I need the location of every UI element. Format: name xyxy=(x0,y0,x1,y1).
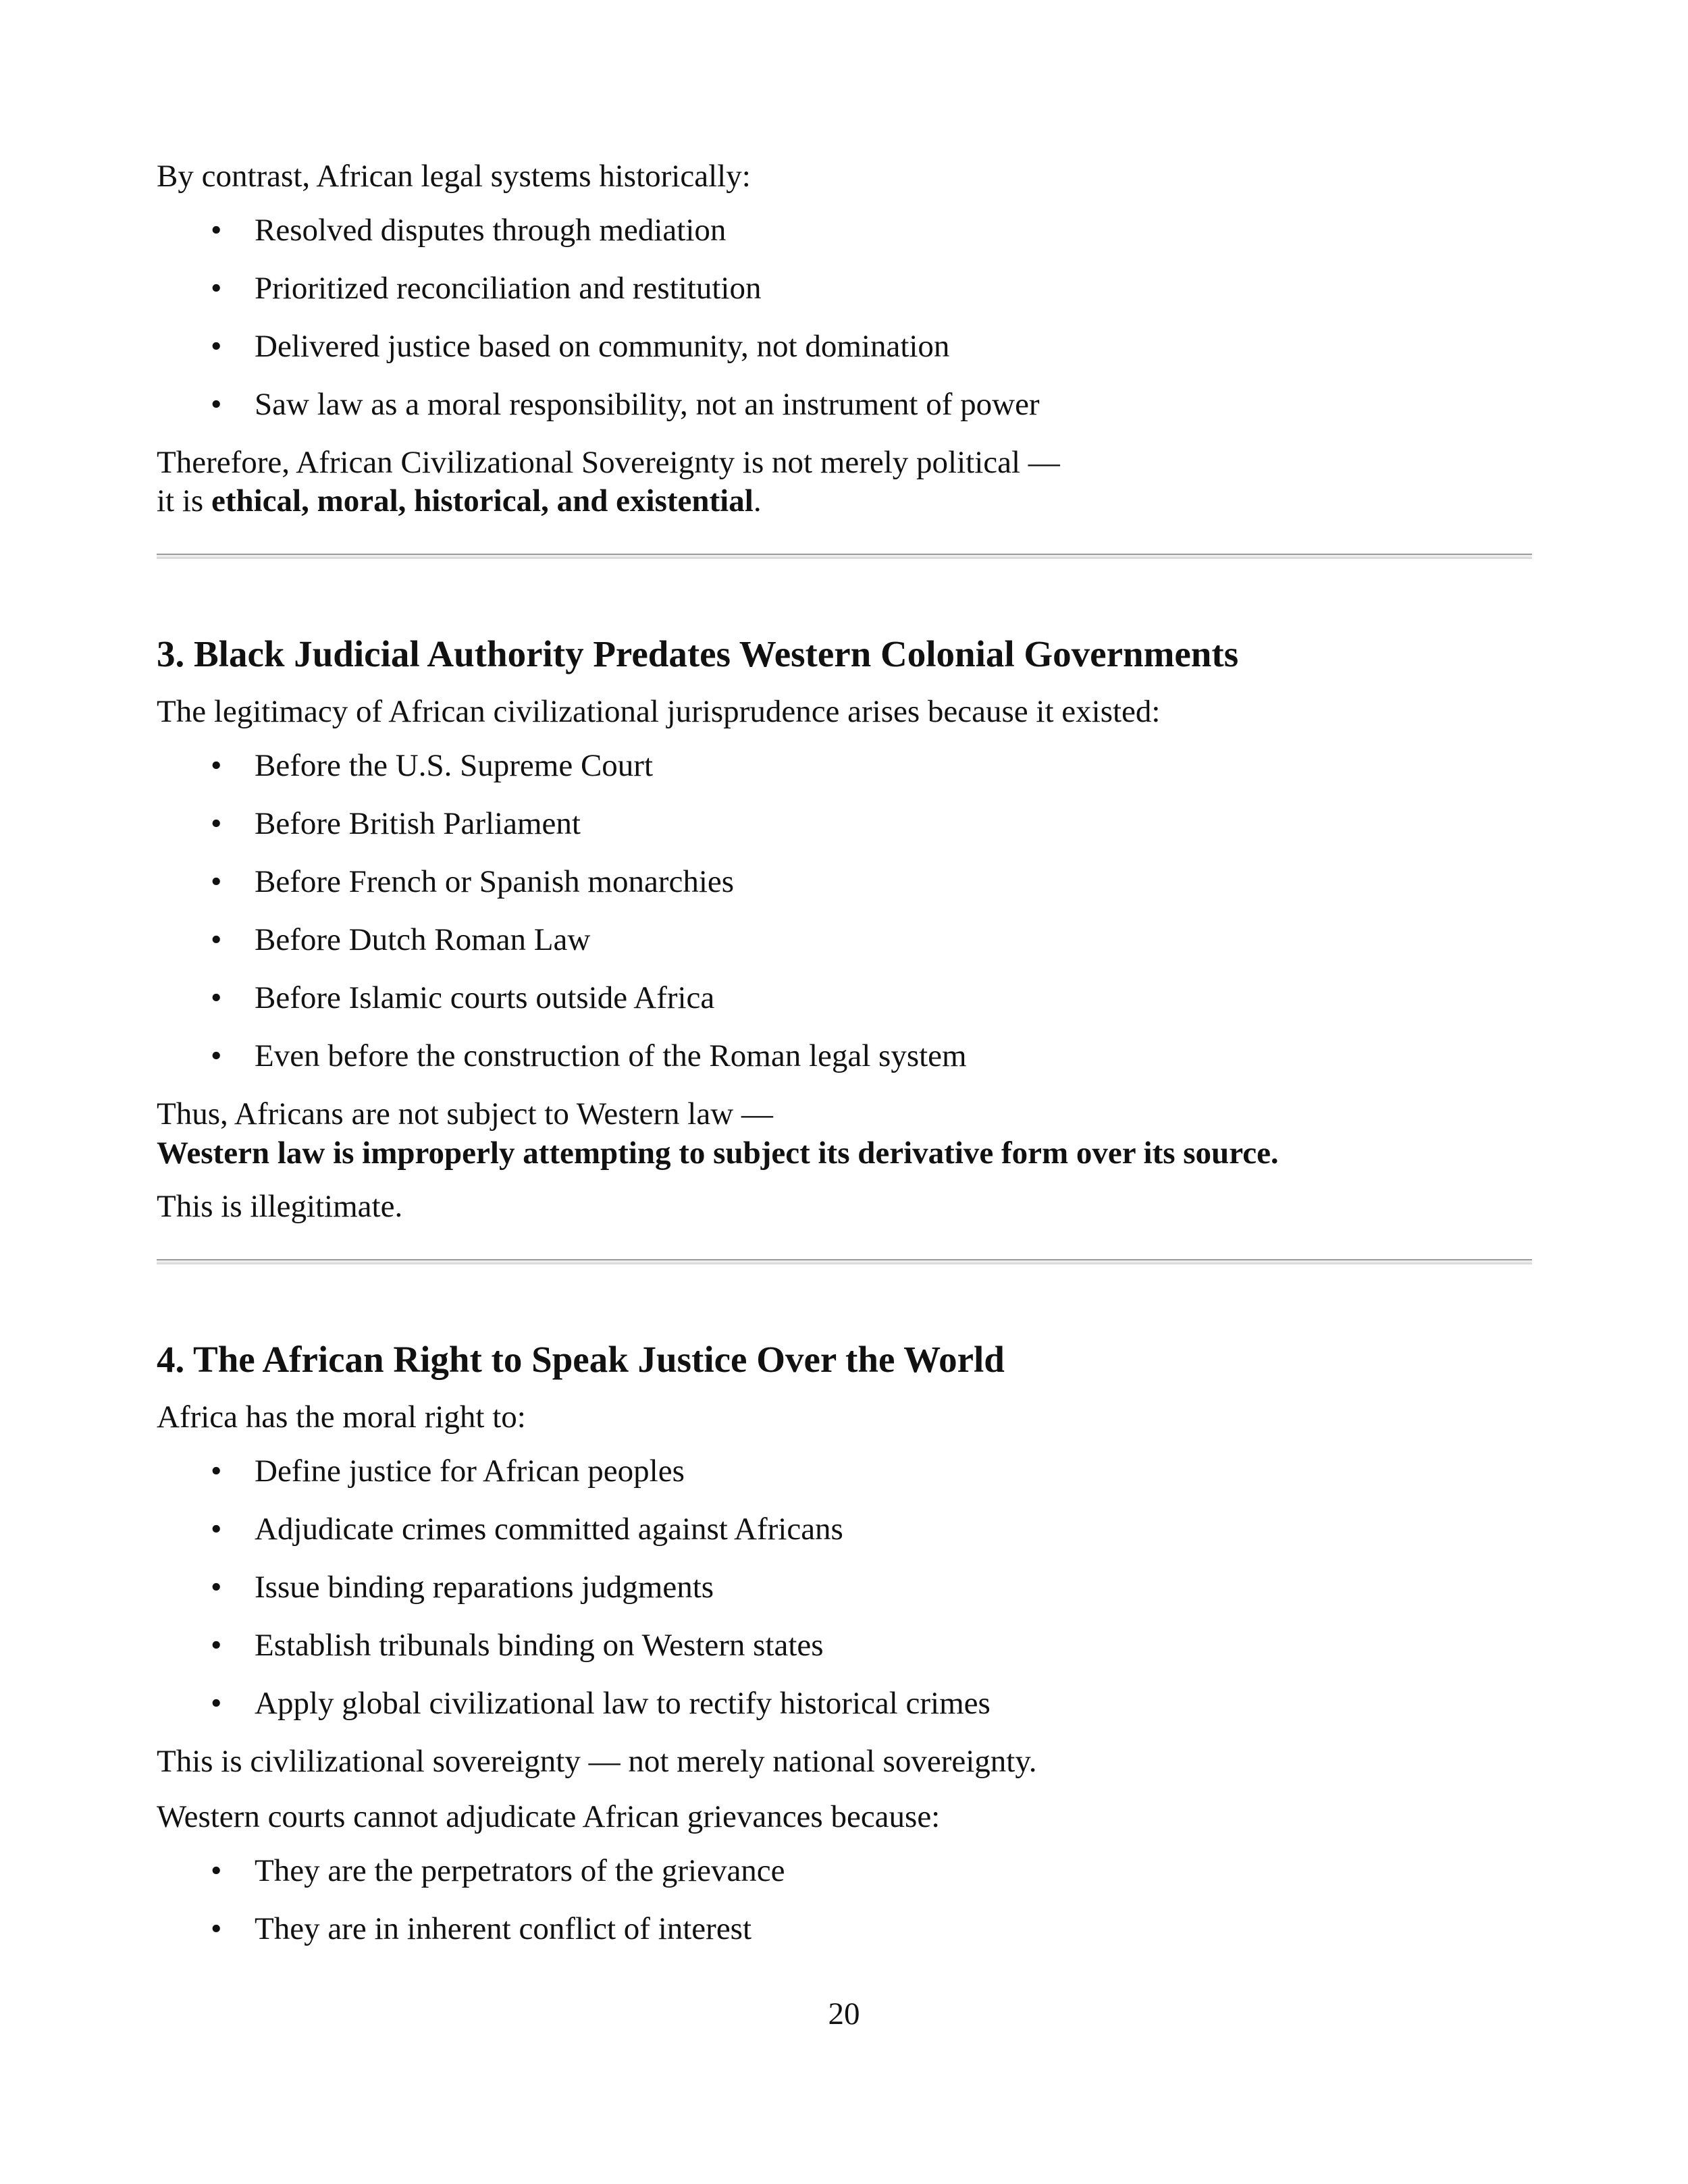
list-item-text: Prioritized reconciliation and restitution xyxy=(255,271,762,306)
section-4-lead: Africa has the moral right to: xyxy=(157,1400,526,1435)
bullet-icon: • xyxy=(211,922,222,957)
section-4-lead-2: Western courts cannot adjudicate African grievances because: xyxy=(157,1799,941,1834)
bullet-icon: • xyxy=(211,329,222,364)
list-item-text: Issue binding reparations judgments xyxy=(255,1570,714,1605)
page-number: 20 xyxy=(828,1996,860,2031)
section-4-heading: 4. The African Right to Speak Justice Over the World xyxy=(157,1339,1005,1380)
section-3-conclusion-emphasis: Western law is improperly attempting to subject its derivative form over its source. xyxy=(157,1136,1279,1171)
list-item-text: Before the U.S. Supreme Court xyxy=(255,748,654,783)
list-item-text: Delivered justice based on community, not domination xyxy=(255,329,950,364)
bullet-icon: • xyxy=(211,1911,222,1946)
list-item-text: Before British Parliament xyxy=(255,806,581,841)
list-item-text: Before French or Spanish monarchies xyxy=(255,864,735,899)
intro-conclusion-prefix: it is xyxy=(157,483,211,518)
bullet-icon: • xyxy=(211,1454,222,1489)
section-divider xyxy=(157,554,1532,559)
bullet-icon: • xyxy=(211,748,222,783)
list-item-text: They are in inherent conflict of interest xyxy=(255,1911,752,1946)
list-item-text: Apply global civilizational law to rectify historical crimes xyxy=(255,1686,991,1721)
list-item-text: They are the perpetrators of the grievance xyxy=(255,1853,785,1888)
intro-lead: By contrast, African legal systems historically: xyxy=(157,159,751,194)
bullet-icon: • xyxy=(211,1628,222,1663)
list-item-text: Define justice for African peoples xyxy=(255,1454,685,1489)
bullet-icon: • xyxy=(211,271,222,306)
list-item-text: Even before the construction of the Roman legal system xyxy=(255,1038,967,1073)
bullet-icon: • xyxy=(211,1038,222,1073)
intro-conclusion-line1: Therefore, African Civilizational Sovereignty is not merely political — xyxy=(157,445,1060,480)
intro-conclusion-emphasis: ethical, moral, historical, and existential xyxy=(211,483,754,518)
section-3-closing: This is illegitimate. xyxy=(157,1189,403,1224)
list-item-text: Adjudicate crimes committed against Africans xyxy=(255,1512,843,1547)
bullet-icon: • xyxy=(211,213,222,248)
list-item-text: Resolved disputes through mediation xyxy=(255,213,727,248)
bullet-icon: • xyxy=(211,1853,222,1888)
section-4-statement: This is civlilizational sovereignty — not merely national sovereignty. xyxy=(157,1744,1037,1779)
list-item-text: Saw law as a moral responsibility, not an instrument of power xyxy=(255,387,1040,422)
bullet-icon: • xyxy=(211,1512,222,1547)
list-item-text: Before Dutch Roman Law xyxy=(255,922,591,957)
bullet-icon: • xyxy=(211,387,222,422)
list-item-text: Establish tribunals binding on Western states xyxy=(255,1628,824,1663)
intro-conclusion-line2 xyxy=(157,482,762,521)
section-3-lead: The legitimacy of African civilizational jurisprudence arises because it existed: xyxy=(157,694,1161,729)
section-divider xyxy=(157,1259,1532,1264)
section-3-conclusion-line1: Thus, Africans are not subject to Western law — xyxy=(157,1096,773,1131)
bullet-icon: • xyxy=(211,806,222,841)
section-3-heading: 3. Black Judicial Authority Predates Western Colonial Governments xyxy=(157,633,1239,674)
bullet-icon: • xyxy=(211,1570,222,1605)
bullet-icon: • xyxy=(211,1686,222,1721)
bullet-icon: • xyxy=(211,864,222,899)
list-item-text: Before Islamic courts outside Africa xyxy=(255,980,715,1015)
intro-conclusion-suffix: . xyxy=(753,483,762,518)
bullet-icon: • xyxy=(211,980,222,1015)
